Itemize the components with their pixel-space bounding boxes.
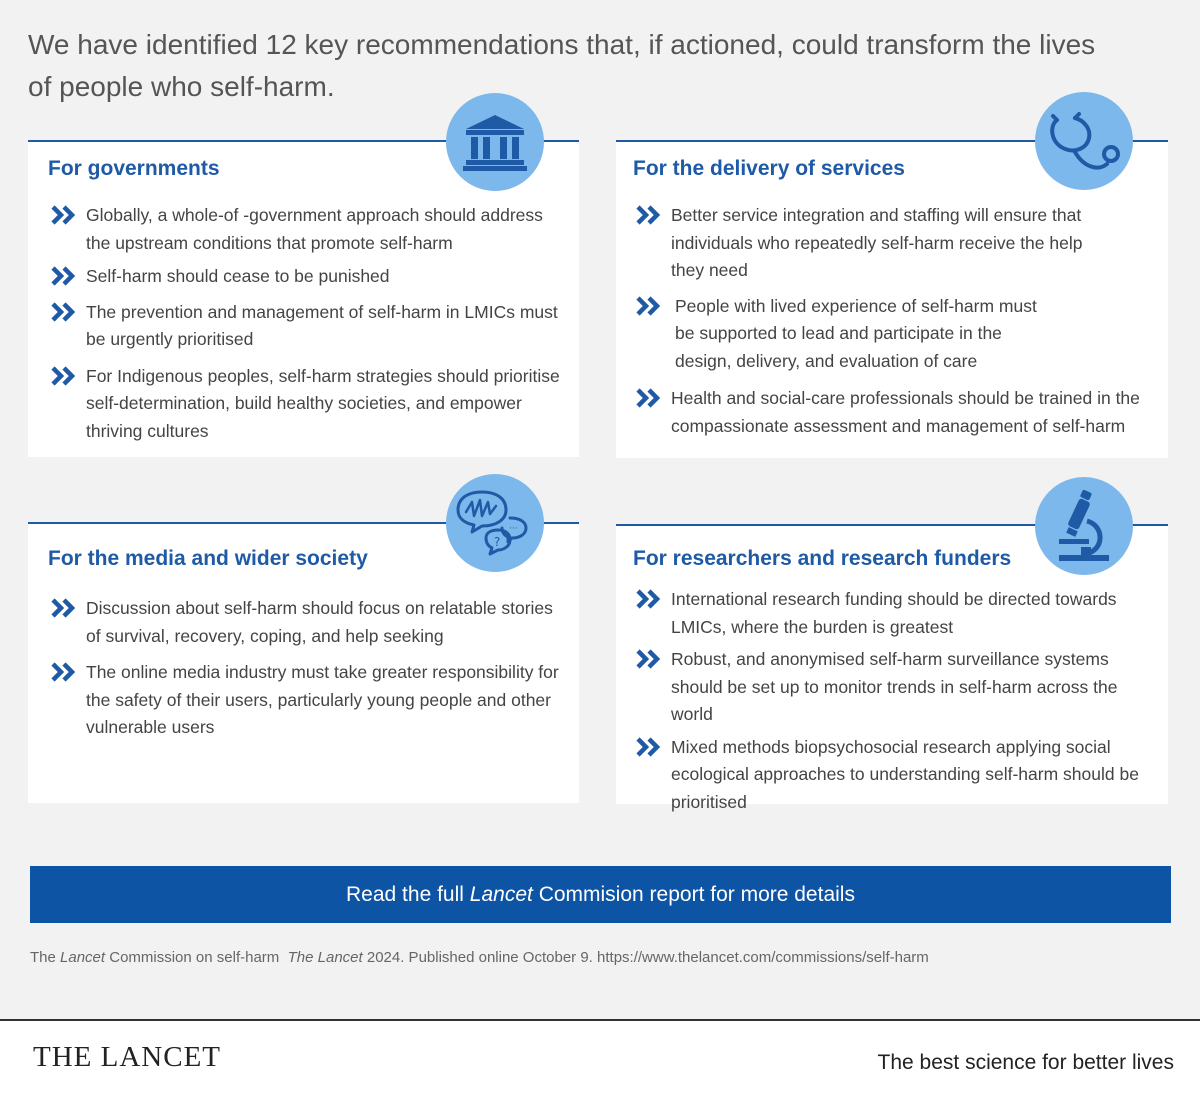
cta-italic: Lancet <box>469 882 533 906</box>
recommendation-list <box>633 202 1156 440</box>
card-title: For researchers and research funders <box>633 547 1012 570</box>
tagline: The best science for better lives <box>877 1051 1174 1074</box>
recommendation-text: People with lived experience of self-harm must be supported to lead and participate in the design, delivery, and evaluation of care <box>675 295 1037 371</box>
double-chevron-icon <box>635 387 663 409</box>
double-chevron-icon <box>50 661 78 683</box>
intro-heading: We have identified 12 key recommendations that, if actioned, could transform the lives of people who self-harm. <box>28 29 1096 102</box>
cta-suffix: Commision report for more details <box>538 882 855 906</box>
double-chevron-icon <box>635 204 663 226</box>
card-title: For the media and wider society <box>48 547 368 570</box>
recommendation-item <box>48 299 567 354</box>
double-chevron-icon <box>50 265 78 287</box>
citation-link[interactable]: 2024. Published online October 9. https://www.thelancet.com/commissions/self-harm <box>362 949 929 966</box>
lancet-logo[interactable]: THE LANCET <box>33 1041 221 1073</box>
recommendation-text: Robust, and anonymised self-harm surveillance systems should be set up to monitor trends in self-harm across the world <box>671 649 1118 724</box>
recommendation-item <box>633 646 1164 729</box>
citation-italic: Lancet <box>60 949 106 966</box>
recommendation-item <box>633 293 1156 376</box>
government-building-icon <box>446 93 544 191</box>
double-chevron-icon <box>50 204 78 226</box>
cta-prefix: Read the full <box>346 882 464 906</box>
citation-italic: The Lancet <box>287 949 363 966</box>
recommendation-item <box>48 363 567 446</box>
recommendation-text: Globally, a whole-of -government approach should address the upstream conditions that promote self-harm <box>86 205 543 253</box>
read-full-report-button[interactable] <box>30 866 1171 923</box>
recommendation-text: Better service integration and staffing will ensure that individuals who repeatedly self-harm receive the help they need <box>671 205 1083 280</box>
recommendation-list <box>633 586 1164 816</box>
double-chevron-icon <box>635 736 663 758</box>
double-chevron-icon <box>50 597 78 619</box>
microscope-icon <box>1035 477 1133 575</box>
recommendation-text: For Indigenous peoples, self-harm strategies should prioritise self-determination, build healthy societies, and empower thriving cultures <box>86 365 560 441</box>
recommendation-text: Health and social-care professionals should be trained in the compassionate assessment and management of self-harm <box>671 388 1140 436</box>
recommendation-list <box>48 202 567 445</box>
recommendation-item <box>48 659 567 742</box>
recommendation-list <box>48 595 567 742</box>
recommendation-text: Mixed methods biopsychosocial research applying social ecological approaches to understanding self-harm should be prioritised <box>671 736 1139 812</box>
double-chevron-icon <box>50 365 78 387</box>
svg-text:···: ··· <box>509 524 518 534</box>
recommendation-item <box>633 734 1164 817</box>
recommendation-text: The prevention and management of self-harm in LMICs must be urgently prioritised <box>86 301 558 349</box>
double-chevron-icon <box>635 295 663 317</box>
recommendation-item <box>48 202 567 257</box>
recommendation-item <box>633 586 1164 641</box>
speech-bubbles-icon <box>446 474 544 572</box>
citation-part: Commission on self-harm <box>105 949 288 966</box>
double-chevron-icon <box>635 648 663 670</box>
recommendation-text: Self-harm should cease to be punished <box>86 266 390 286</box>
card-title: For governments <box>48 157 220 180</box>
recommendation-text: Discussion about self-harm should focus on relatable stories of survival, recovery, coping, and help seeking <box>86 598 553 646</box>
recommendation-item <box>48 263 567 291</box>
recommendation-item <box>48 595 567 650</box>
footer <box>0 1019 1200 1097</box>
recommendation-text: International research funding should be directed towards LMICs, where the burden is greatest <box>671 589 1117 637</box>
recommendation-item <box>633 385 1156 440</box>
svg-text:?: ? <box>494 535 501 549</box>
double-chevron-icon <box>50 301 78 323</box>
double-chevron-icon <box>635 588 663 610</box>
recommendation-item <box>633 202 1156 285</box>
recommendation-text: The online media industry must take greater responsibility for the safety of their users, particularly young people and other vulnerable users <box>86 662 559 737</box>
citation-part: The <box>30 949 61 966</box>
stethoscope-icon <box>1035 92 1133 190</box>
card-title: For the delivery of services <box>633 157 905 180</box>
citation <box>30 949 929 966</box>
